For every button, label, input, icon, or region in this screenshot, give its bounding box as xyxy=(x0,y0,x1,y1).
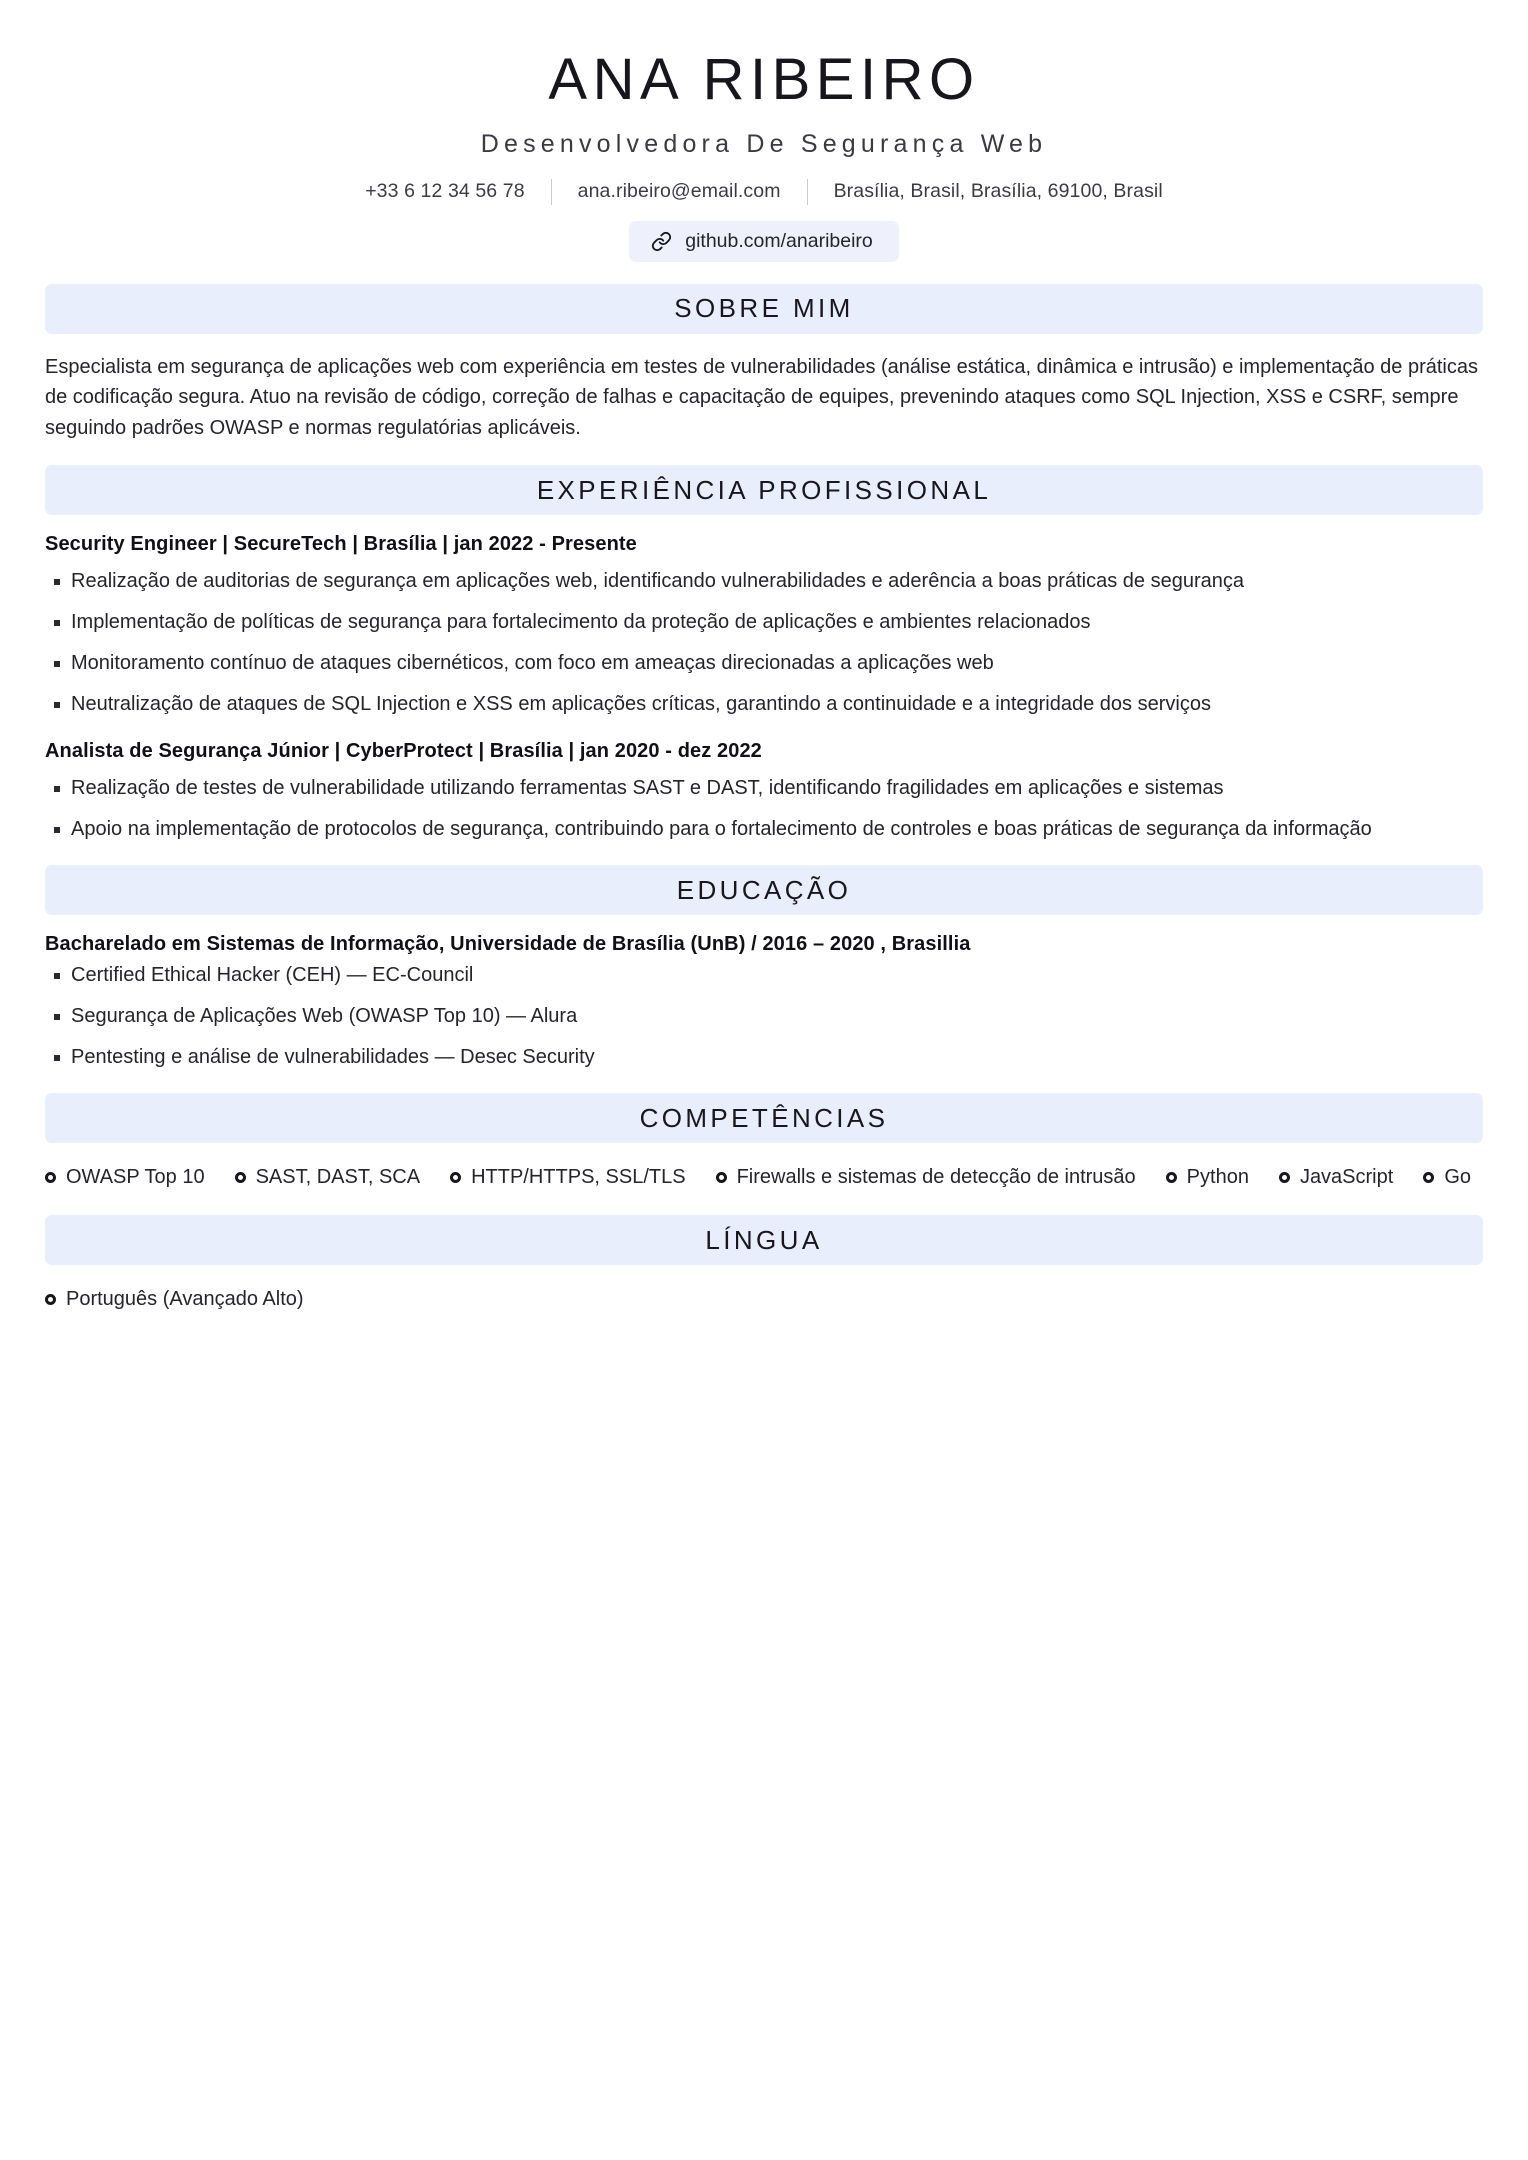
link-chain-icon xyxy=(651,231,672,252)
section-band-experience xyxy=(45,465,1483,515)
page-title: ANA RIBEIRO xyxy=(548,47,980,112)
resume-header xyxy=(0,0,1528,262)
section-skills xyxy=(0,1093,1528,1193)
list-item: Neutralização de ataques de SQL Injection e XSS em aplicações críticas, garantindo a continuidade e a integridade dos serviços xyxy=(45,691,1483,718)
skill-label: OWASP Top 10 xyxy=(66,1166,205,1189)
skill-label: HTTP/HTTPS, SSL/TLS xyxy=(471,1166,686,1189)
section-title-experience: EXPERIÊNCIA PROFISSIONAL xyxy=(536,474,992,505)
skill-label: Go xyxy=(1444,1166,1471,1189)
experience-entry xyxy=(45,740,1483,843)
ring-bullet-icon xyxy=(45,1172,56,1183)
section-body-experience xyxy=(0,533,1528,843)
ring-bullet-icon xyxy=(1279,1172,1290,1183)
list-item: Segurança de Aplicações Web (OWASP Top 10) — Alura xyxy=(45,1003,1483,1030)
skill-item xyxy=(450,1161,685,1193)
section-languages xyxy=(0,1215,1528,1315)
list-item: Realização de testes de vulnerabilidade utilizando ferramentas SAST e DAST, identificando fragilidades em aplicações e sistemas xyxy=(45,775,1483,802)
section-band-skills xyxy=(45,1093,1483,1143)
ring-bullet-icon xyxy=(450,1172,461,1183)
languages-list xyxy=(45,1283,1483,1315)
skills-list xyxy=(45,1161,1483,1193)
experience-entry-bullets xyxy=(45,775,1483,843)
section-band-languages xyxy=(45,1215,1483,1265)
contact-location: Brasília, Brasil, Brasília, 69100, Brasil xyxy=(833,180,1163,203)
skill-label: SAST, DAST, SCA xyxy=(255,1166,421,1189)
section-education xyxy=(0,865,1528,1071)
list-item: Implementação de políticas de segurança para fortalecimento da proteção de aplicações e ambientes relacionados xyxy=(45,609,1483,636)
github-link-badge[interactable] xyxy=(629,221,899,262)
skill-item xyxy=(1166,1161,1249,1193)
link-row xyxy=(0,221,1528,262)
skill-item xyxy=(716,1161,1136,1193)
skill-label: Firewalls e sistemas de detecção de intrusão xyxy=(736,1166,1136,1189)
education-entry xyxy=(45,933,1483,1071)
education-entry-heading: Bacharelado em Sistemas de Informação, Universidade de Brasília (UnB) / 2016 – 2020 , Brasillia xyxy=(45,933,971,956)
github-link-label: github.com/anaribeiro xyxy=(685,229,873,252)
list-item: Realização de auditorias de segurança em aplicações web, identificando vulnerabilidades e aderência a boas práticas de segurança xyxy=(45,568,1483,595)
list-item: Pentesting e análise de vulnerabilidades — Desec Security xyxy=(45,1044,1483,1071)
experience-entry xyxy=(45,533,1483,718)
ring-bullet-icon xyxy=(235,1172,246,1183)
contact-email[interactable]: ana.ribeiro@email.com xyxy=(577,180,781,203)
section-title-languages: LÍNGUA xyxy=(705,1224,823,1255)
language-label: Português (Avançado Alto) xyxy=(66,1288,304,1311)
section-title-about: SOBRE MIM xyxy=(674,293,854,324)
section-about xyxy=(0,284,1528,443)
section-body-education xyxy=(0,933,1528,1071)
about-summary-text: Especialista em segurança de aplicações web com experiência em testes de vulnerabilidades (análise estática, dinâmica e intrusão) e implementação de práticas de codificação segura. Atuo na revisão de código, correção de falhas e capacitação de equipes, prevenindo ataques como SQL Injection, XSS e CSRF, sempre seguindo padrões OWASP e normas regulatórias aplicáveis. xyxy=(45,355,1478,439)
skill-item xyxy=(1279,1161,1393,1193)
section-body-about xyxy=(0,352,1528,443)
skill-item xyxy=(235,1161,421,1193)
section-band-education xyxy=(45,865,1483,915)
skill-label: Python xyxy=(1186,1166,1249,1189)
education-entry-bullets xyxy=(45,962,1483,1071)
list-item: Apoio na implementação de protocolos de segurança, contribuindo para o fortalecimento de controles e boas práticas de segurança da informação xyxy=(45,816,1483,843)
ring-bullet-icon xyxy=(716,1172,727,1183)
section-band-about xyxy=(45,284,1483,334)
job-title: Desenvolvedora De Segurança Web xyxy=(480,129,1048,158)
ring-bullet-icon xyxy=(1423,1172,1434,1183)
experience-entry-heading: Analista de Segurança Júnior | CyberProtect | Brasília | jan 2020 - dez 2022 xyxy=(45,740,762,763)
section-title-education: EDUCAÇÃO xyxy=(676,874,852,905)
contact-phone[interactable]: +33 6 12 34 56 78 xyxy=(365,180,525,203)
section-body-skills xyxy=(0,1161,1528,1193)
ring-bullet-icon xyxy=(45,1294,56,1305)
skill-label: JavaScript xyxy=(1299,1166,1394,1189)
section-experience xyxy=(0,465,1528,843)
list-item: Certified Ethical Hacker (CEH) — EC-Council xyxy=(45,962,1483,989)
list-item: Monitoramento contínuo de ataques cibernéticos, com foco em ameaças direcionadas a aplicações web xyxy=(45,650,1483,677)
skill-item xyxy=(45,1161,205,1193)
skill-item xyxy=(1423,1161,1471,1193)
experience-entry-heading: Security Engineer | SecureTech | Brasília | jan 2022 - Presente xyxy=(45,533,637,556)
contact-row xyxy=(0,179,1528,205)
language-item xyxy=(45,1283,304,1315)
section-body-languages xyxy=(0,1283,1528,1315)
section-title-skills: COMPETÊNCIAS xyxy=(639,1102,889,1133)
ring-bullet-icon xyxy=(1166,1172,1177,1183)
experience-entry-bullets xyxy=(45,568,1483,718)
